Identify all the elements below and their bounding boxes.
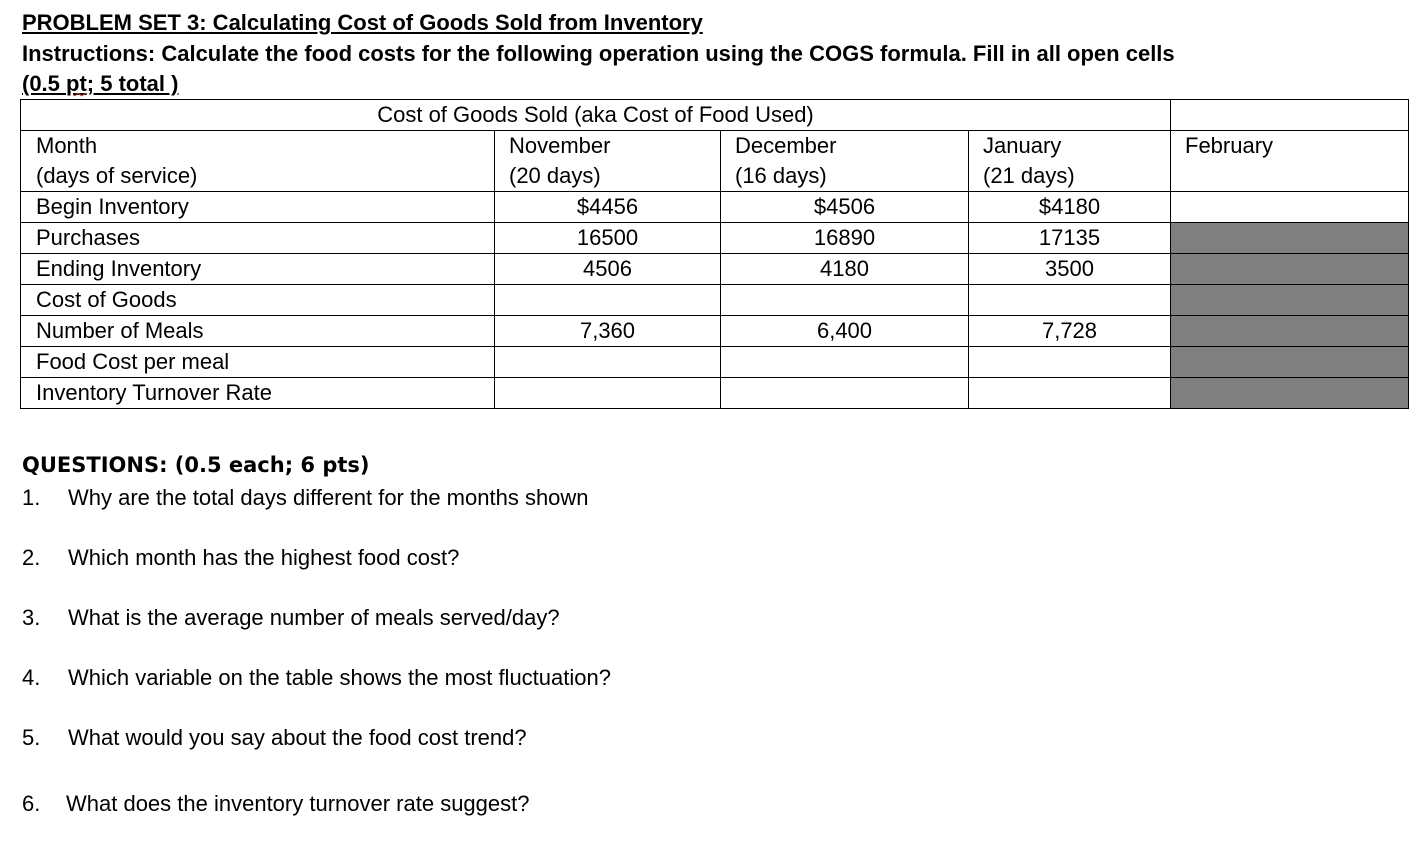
value-cell[interactable] — [495, 285, 721, 316]
question-number: 5. — [22, 725, 41, 750]
table-row — [21, 192, 1409, 223]
shaded-cell — [1171, 285, 1409, 316]
question-text: Which month has the highest food cost? — [68, 545, 460, 570]
question-text: What would you say about the food cost trend? — [68, 725, 527, 750]
month-days — [1185, 161, 1408, 191]
question-text: What is the average number of meals served/day? — [68, 605, 560, 630]
value-cell[interactable]: 4180 — [721, 254, 969, 285]
table-caption: Cost of Goods Sold (aka Cost of Food Used) — [21, 100, 1171, 131]
caption-blank-cell — [1171, 100, 1409, 131]
cogs-table — [20, 99, 1409, 409]
question-text: Why are the total days different for the months shown — [68, 485, 589, 510]
month-header-cell — [21, 131, 495, 192]
row-label: Cost of Goods — [21, 285, 495, 316]
shaded-cell — [1171, 347, 1409, 378]
shaded-cell — [1171, 254, 1409, 285]
points-open: (0.5 — [22, 71, 67, 96]
month-header-row — [21, 131, 1409, 192]
value-cell[interactable]: 4506 — [495, 254, 721, 285]
value-cell[interactable]: 17135 — [969, 223, 1171, 254]
value-cell[interactable] — [721, 285, 969, 316]
days-label: (days of service) — [36, 163, 198, 188]
table-row — [21, 285, 1409, 316]
month-name: February — [1185, 133, 1274, 158]
problem-title: PROBLEM SET 3: Calculating Cost of Goods Sold from Inventory — [22, 10, 703, 35]
value-cell[interactable]: 7,728 — [969, 316, 1171, 347]
value-cell[interactable]: 3500 — [969, 254, 1171, 285]
value-cell[interactable]: 16890 — [721, 223, 969, 254]
month-days: (21 days) — [983, 163, 1075, 188]
question-item — [22, 664, 611, 692]
shaded-cell — [1171, 316, 1409, 347]
value-cell[interactable]: 7,360 — [495, 316, 721, 347]
value-cell[interactable] — [969, 347, 1171, 378]
row-label: Purchases — [21, 223, 495, 254]
month-label: Month — [36, 133, 98, 158]
value-cell[interactable]: $4456 — [495, 192, 721, 223]
question-item — [22, 604, 560, 632]
question-number: 3. — [22, 605, 41, 630]
month-november — [495, 131, 721, 192]
month-days: (20 days) — [509, 163, 601, 188]
question-item — [22, 790, 529, 818]
question-number: 4. — [22, 665, 41, 690]
instructions-text: Instructions: Calculate the food costs for the following operation using the COGS formula. Fill in all open cells — [22, 41, 1175, 66]
month-name: November — [509, 133, 611, 158]
value-cell[interactable] — [969, 378, 1171, 409]
table-row — [21, 378, 1409, 409]
value-cell[interactable] — [495, 347, 721, 378]
month-december — [721, 131, 969, 192]
shaded-cell — [1171, 223, 1409, 254]
table-row — [21, 347, 1409, 378]
table-row — [21, 316, 1409, 347]
value-cell[interactable] — [969, 285, 1171, 316]
month-january — [969, 131, 1171, 192]
table-row — [21, 254, 1409, 285]
points-rest: ; 5 total ) — [86, 71, 179, 96]
value-cell[interactable] — [721, 347, 969, 378]
value-cell[interactable]: 16500 — [495, 223, 721, 254]
question-text: What does the inventory turnover rate suggest? — [66, 791, 530, 816]
month-days: (16 days) — [735, 163, 827, 188]
value-cell[interactable]: $4180 — [969, 192, 1171, 223]
value-cell[interactable] — [721, 378, 969, 409]
question-number: 6. — [22, 791, 41, 816]
row-label: Ending Inventory — [21, 254, 495, 285]
question-text: Which variable on the table shows the most fluctuation? — [68, 665, 611, 690]
row-label: Begin Inventory — [21, 192, 495, 223]
value-cell[interactable]: $4506 — [721, 192, 969, 223]
question-number: 1. — [22, 485, 41, 510]
value-cell[interactable]: 6,400 — [721, 316, 969, 347]
shaded-cell — [1171, 378, 1409, 409]
value-cell[interactable] — [495, 378, 721, 409]
question-item — [22, 724, 527, 752]
points-pt: pt — [66, 71, 87, 96]
month-february — [1171, 131, 1409, 192]
month-name: December — [735, 133, 837, 158]
month-name: January — [983, 133, 1062, 158]
row-label: Number of Meals — [21, 316, 495, 347]
value-cell[interactable] — [1171, 192, 1409, 223]
table-row — [21, 223, 1409, 254]
questions-heading: QUESTIONS: (0.5 each; 6 pts) — [22, 453, 370, 477]
question-number: 2. — [22, 545, 41, 570]
question-item — [22, 544, 459, 572]
points-note — [22, 70, 178, 98]
row-label: Inventory Turnover Rate — [21, 378, 495, 409]
row-label: Food Cost per meal — [21, 347, 495, 378]
question-item — [22, 484, 589, 512]
caption-row — [21, 100, 1409, 131]
